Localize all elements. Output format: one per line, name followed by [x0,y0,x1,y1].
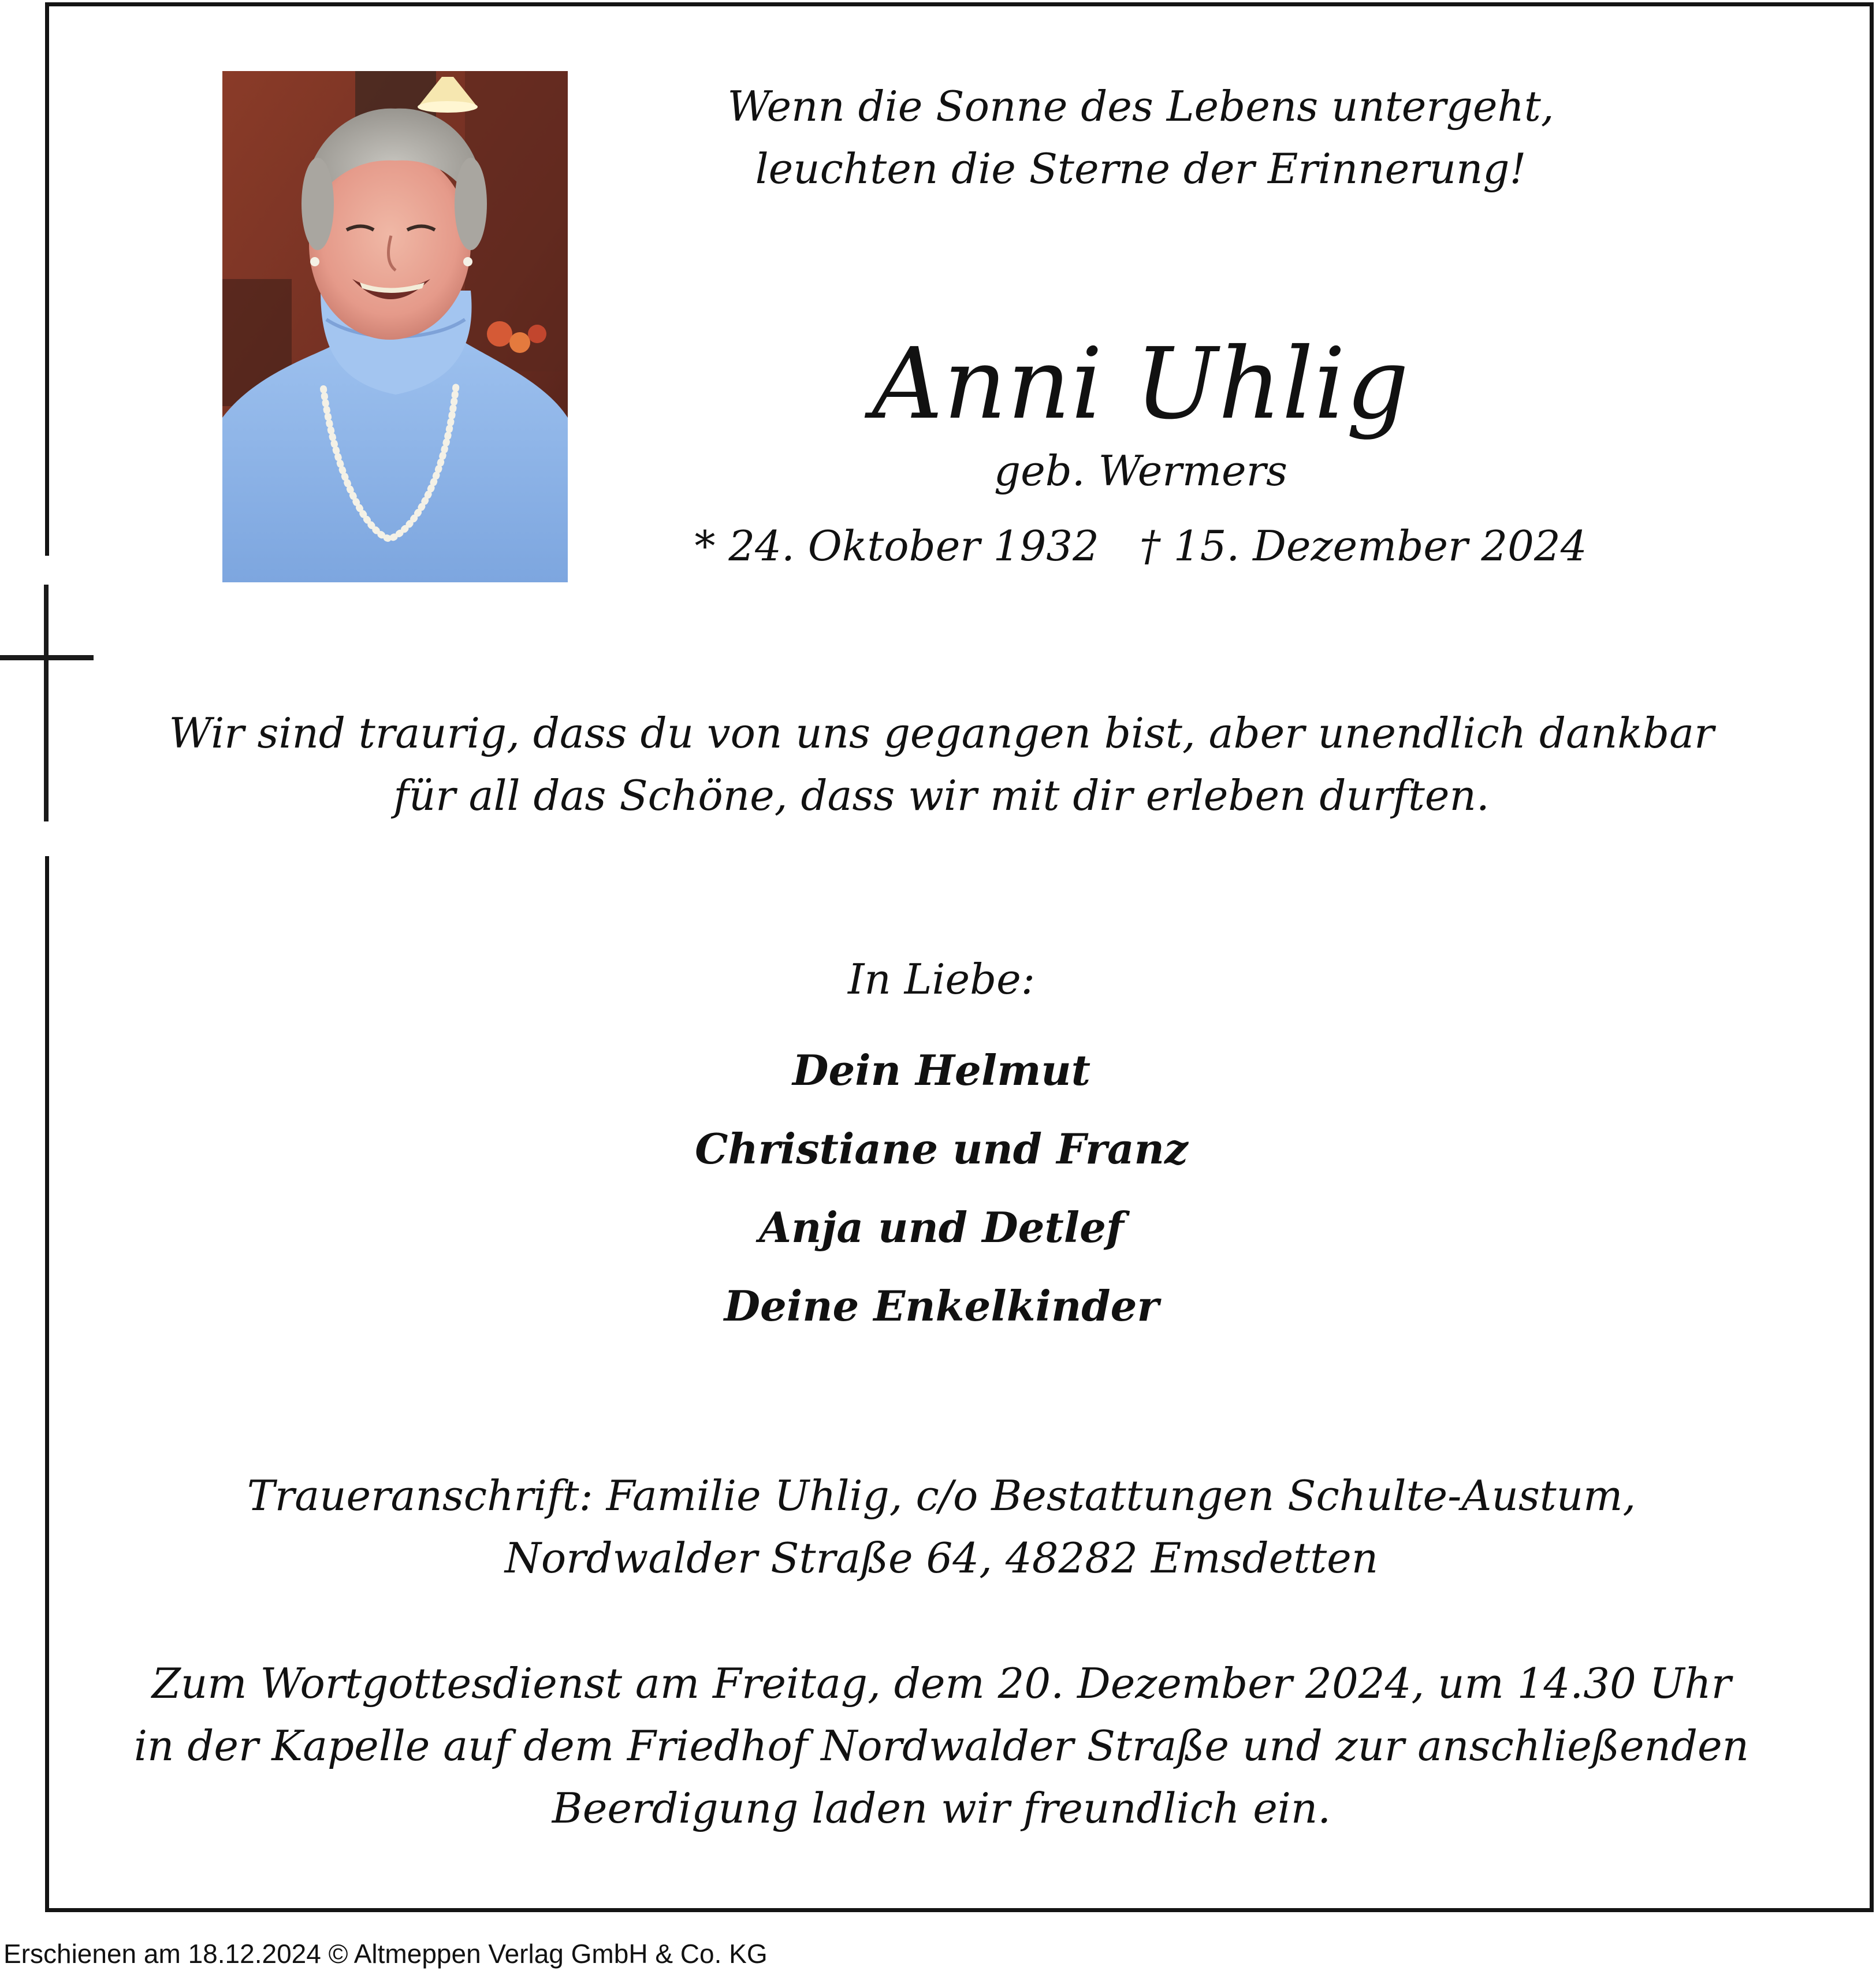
frame-left-border-upper [45,2,49,556]
deceased-name: Anni Uhlig [872,327,1410,441]
service-line-2: in der Kapelle auf dem Friedhof Nordwalder Straße und zur anschließenden [133,1722,1749,1770]
sentence-line-2: für all das Schöne, dass wir mit dir erleben durften. [393,771,1490,820]
address-line-2: Nordwalder Straße 64, 48282 Emsdetten [504,1534,1379,1582]
frame-bottom-border [45,1908,1874,1912]
mourner-name: Christiane und Franz [695,1124,1188,1173]
service-announcement [92,1652,1791,1839]
frame-left-border-lower [45,856,49,1912]
life-dates [653,520,1629,572]
motto-line-1: Wenn die Sonne des Lebens untergeht, [727,82,1554,131]
maiden-name: geb. Wermers [994,447,1287,495]
cross-vertical-bar [44,585,49,821]
cross-horizontal-bar [0,655,94,660]
birth-date: * 24. Oktober 1932 [694,522,1099,570]
service-line-1: Zum Wortgottesdienst am Freitag, dem 20. Dezember 2024, um 14.30 Uhr [151,1659,1732,1708]
mourner-name: Dein Helmut [792,1046,1090,1095]
frame-top-border [45,2,1874,6]
service-line-3: Beerdigung laden wir freundlich ein. [552,1784,1331,1832]
condolence-address [92,1464,1791,1589]
mourning-sentence [92,702,1791,827]
motto-line-2: leuchten die Sterne der Erinnerung! [755,144,1527,193]
sentence-line-1: Wir sind traurig, dass du von uns gegangen bist, aber unendlich dankbar [169,709,1714,757]
address-line-1: Traueranschrift: Familie Uhlig, c/o Bestattungen Schulte-Austum, [247,1471,1636,1520]
mourner-name: Deine Enkelkinder [724,1281,1159,1330]
motto [653,75,1629,200]
mourners-list [92,1031,1791,1345]
frame-right-border [1870,2,1874,1912]
portrait-photo [222,71,568,582]
mourner-name: Anja und Detlef [759,1203,1124,1252]
death-date: † 15. Dezember 2024 [1139,522,1587,570]
publication-footer: Erschienen am 18.12.2024 © Altmeppen Verlag GmbH & Co. KG [3,1939,768,1969]
in-love-label: In Liebe: [847,955,1036,1003]
